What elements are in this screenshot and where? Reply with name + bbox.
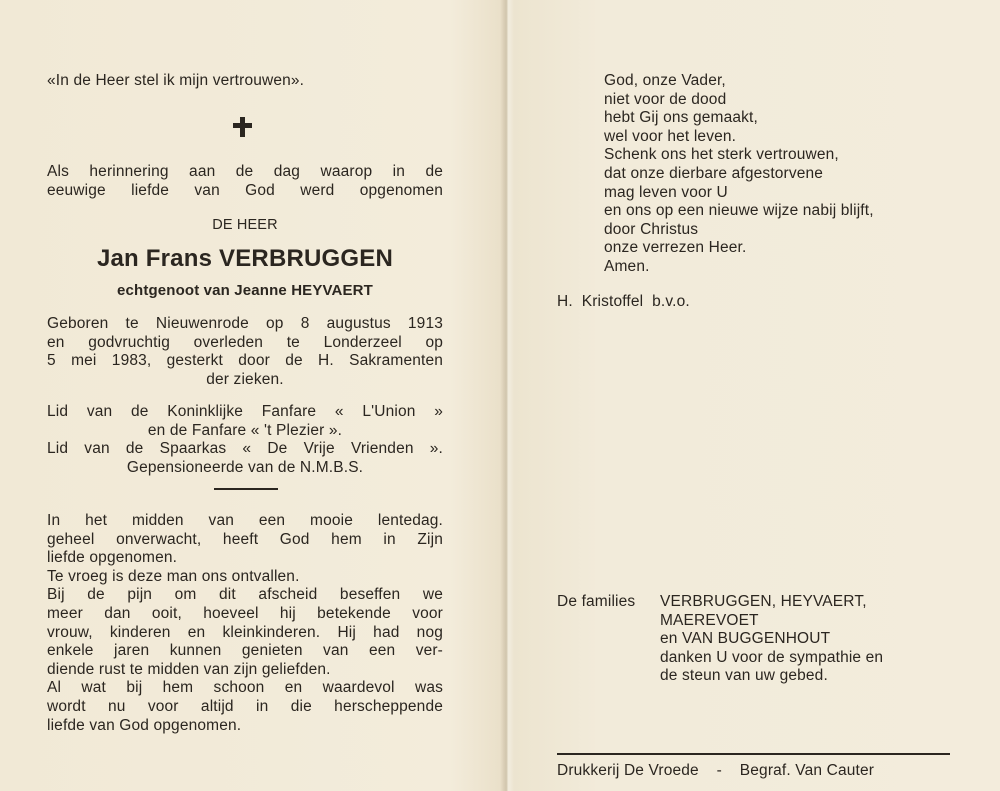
eulogy	[47, 512, 443, 735]
prayer-line: God, onze Vader,	[604, 72, 726, 89]
eulogy-line: liefde van God opgenomen.	[47, 716, 242, 734]
prayer-line: Schenk ons het sterk vertrouwen,	[604, 146, 839, 164]
eulogy-line: wordt nu voor altijd in die herscheppende	[47, 697, 443, 715]
families-row	[557, 667, 977, 686]
memorial-intro	[47, 163, 443, 200]
eulogy-line: diende rust te midden van zijn geliefden.	[47, 660, 331, 678]
membership-line: Lid van de Koninklijke Fanfare « L'Union »	[47, 403, 443, 420]
membership-line: Gepensioneerde van de N.M.B.S.	[126, 458, 364, 476]
eulogy-line: Te vroeg is deze man ons ontvallen.	[47, 567, 300, 585]
families-line: MAEREVOET	[660, 611, 759, 629]
deceased-name: Jan Frans VERBRUGGEN	[96, 245, 394, 272]
memorial-intro-line: Als herinnering aan de dag waarop in de	[47, 163, 443, 180]
prayer-line: niet voor de dood	[604, 90, 727, 108]
prayer-line: dat onze dierbare afgestorvene	[604, 164, 824, 182]
families-row	[557, 593, 977, 612]
families-row	[557, 649, 977, 668]
prayer-line: onze verrezen Heer.	[604, 239, 747, 257]
prayer-line: mag leven voor U	[604, 183, 728, 201]
biography	[47, 315, 443, 389]
memorial-intro-line: eeuwige liefde van God werd opgenomen	[47, 181, 443, 199]
membership-line: Lid van de Spaarkas « De Vrije Vrienden ».	[47, 440, 443, 458]
cross-icon	[232, 117, 254, 139]
eulogy-line: enkele jaren kunnen genieten van een ver-	[47, 642, 443, 660]
eulogy-line: In het midden van een mooie lentedag.	[47, 512, 443, 529]
prayer-line: en ons op een nieuwe wijze nabij blijft,	[604, 202, 874, 220]
families-row	[557, 630, 977, 649]
eulogy-line: Al wat bij hem schoon en waardevol was	[47, 679, 443, 697]
eulogy-line: meer dan ooit, hoeveel hij betekende voor	[47, 604, 443, 622]
card-fold	[500, 0, 514, 791]
right-page	[514, 0, 1000, 791]
families-line: en VAN BUGGENHOUT	[660, 630, 831, 648]
eulogy-line: liefde opgenomen.	[47, 549, 178, 567]
prayer-line: wel voor het leven.	[604, 127, 737, 145]
eulogy-line: geheel onverwacht, heeft God hem in Zijn	[47, 530, 443, 548]
biography-line: Geboren te Nieuwenrode op 8 augustus 1913	[47, 315, 443, 332]
eulogy-line: vrouw, kinderen en kleinkinderen. Hij had nog	[47, 623, 443, 641]
families-line: de steun van uw gebed.	[660, 667, 828, 685]
biography-line: 5 mei 1983, gesterkt door de H. Sakramenten	[47, 352, 443, 370]
prayer	[604, 72, 984, 277]
eulogy-line: Bij de pijn om dit afscheid beseffen we	[47, 586, 443, 604]
prayer-line: hebt Gij ons gemaakt,	[604, 109, 758, 127]
motto: «In de Heer stel ik mijn vertrouwen».	[47, 72, 305, 89]
title: DE HEER	[212, 217, 278, 233]
printer-credit: Drukkerij De Vroede - Begraf. Van Cauter	[557, 762, 875, 779]
divider-line	[214, 488, 278, 490]
biography-line: en godvruchtig overleden te Londerzeel op	[47, 333, 443, 351]
prayer-line: door Christus	[604, 220, 699, 238]
families-line: danken U voor de sympathie en	[660, 648, 884, 666]
prayer-line: Amen.	[604, 257, 650, 275]
families-label: De families	[557, 593, 636, 610]
membership-line: en de Fanfare « 't Plezier ».	[147, 421, 343, 439]
prayer-author: H. Kristoffel b.v.o.	[557, 293, 690, 310]
bottom-rule	[557, 753, 950, 755]
biography-line: der zieken.	[206, 370, 284, 388]
spouse-line: echtgenoot van Jeanne HEYVAERT	[117, 282, 373, 299]
memberships	[47, 403, 443, 477]
families-row	[557, 612, 977, 631]
families-line: VERBRUGGEN, HEYVAERT,	[660, 593, 867, 610]
families-thanks	[557, 593, 977, 686]
